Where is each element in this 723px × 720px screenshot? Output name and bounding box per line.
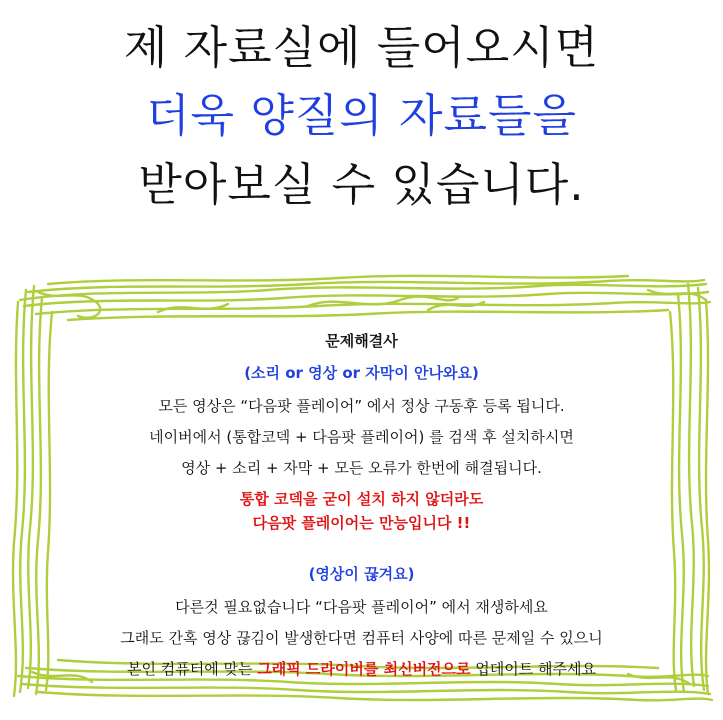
headline-line-1: 제 자료실에 들어오시면 [123,21,600,74]
headline-block [0,14,723,219]
section2-line-1: 다른것 필요없습니다 “다음팟 플레이어” 에서 재생하세요 [175,598,548,616]
section1-line-1: 모든 영상은 “다음팟 플레이어” 에서 정상 구동후 등록 됩니다. [158,397,565,415]
section1-subtitle: (소리 or 영상 or 자막이 안나와요) [244,364,479,382]
section1-line-2: 네이버에서 (통합코덱 + 다음팟 플레이어) 를 검색 후 설치하시면 [149,428,574,446]
final-line-highlight: 그래픽 드라이버를 최신버전으로 [257,660,471,678]
section-divider-space [8,531,715,567]
notice-content [8,272,715,708]
headline-line-2: 더욱 양질의 자료들을 [146,89,577,143]
section1-line-3: 영상 + 소리 + 자막 + 모든 오류가 한번에 해결됩니다. [181,459,542,477]
notice-title: 문제해결사 [325,332,398,350]
final-line-prefix: 본인 컴퓨터에 맞는 [126,660,258,678]
section1-warning-1: 통합 코덱을 굳이 설치 하지 않더라도 [239,490,484,508]
section2-subtitle: (영상이 끊겨요) [308,565,415,583]
headline-line-3: 받아보실 수 있습니다. [138,157,585,211]
section2-final-line [8,662,715,677]
final-line-suffix: 업데이트 해주세요 [470,660,596,678]
section1-warning-2: 다음팟 플레이어는 만능입니다 !! [252,514,471,532]
section2-line-2: 그래도 간혹 영상 끊김이 발생한다면 컴퓨터 사양에 따른 문제일 수 있으니 [120,629,603,647]
